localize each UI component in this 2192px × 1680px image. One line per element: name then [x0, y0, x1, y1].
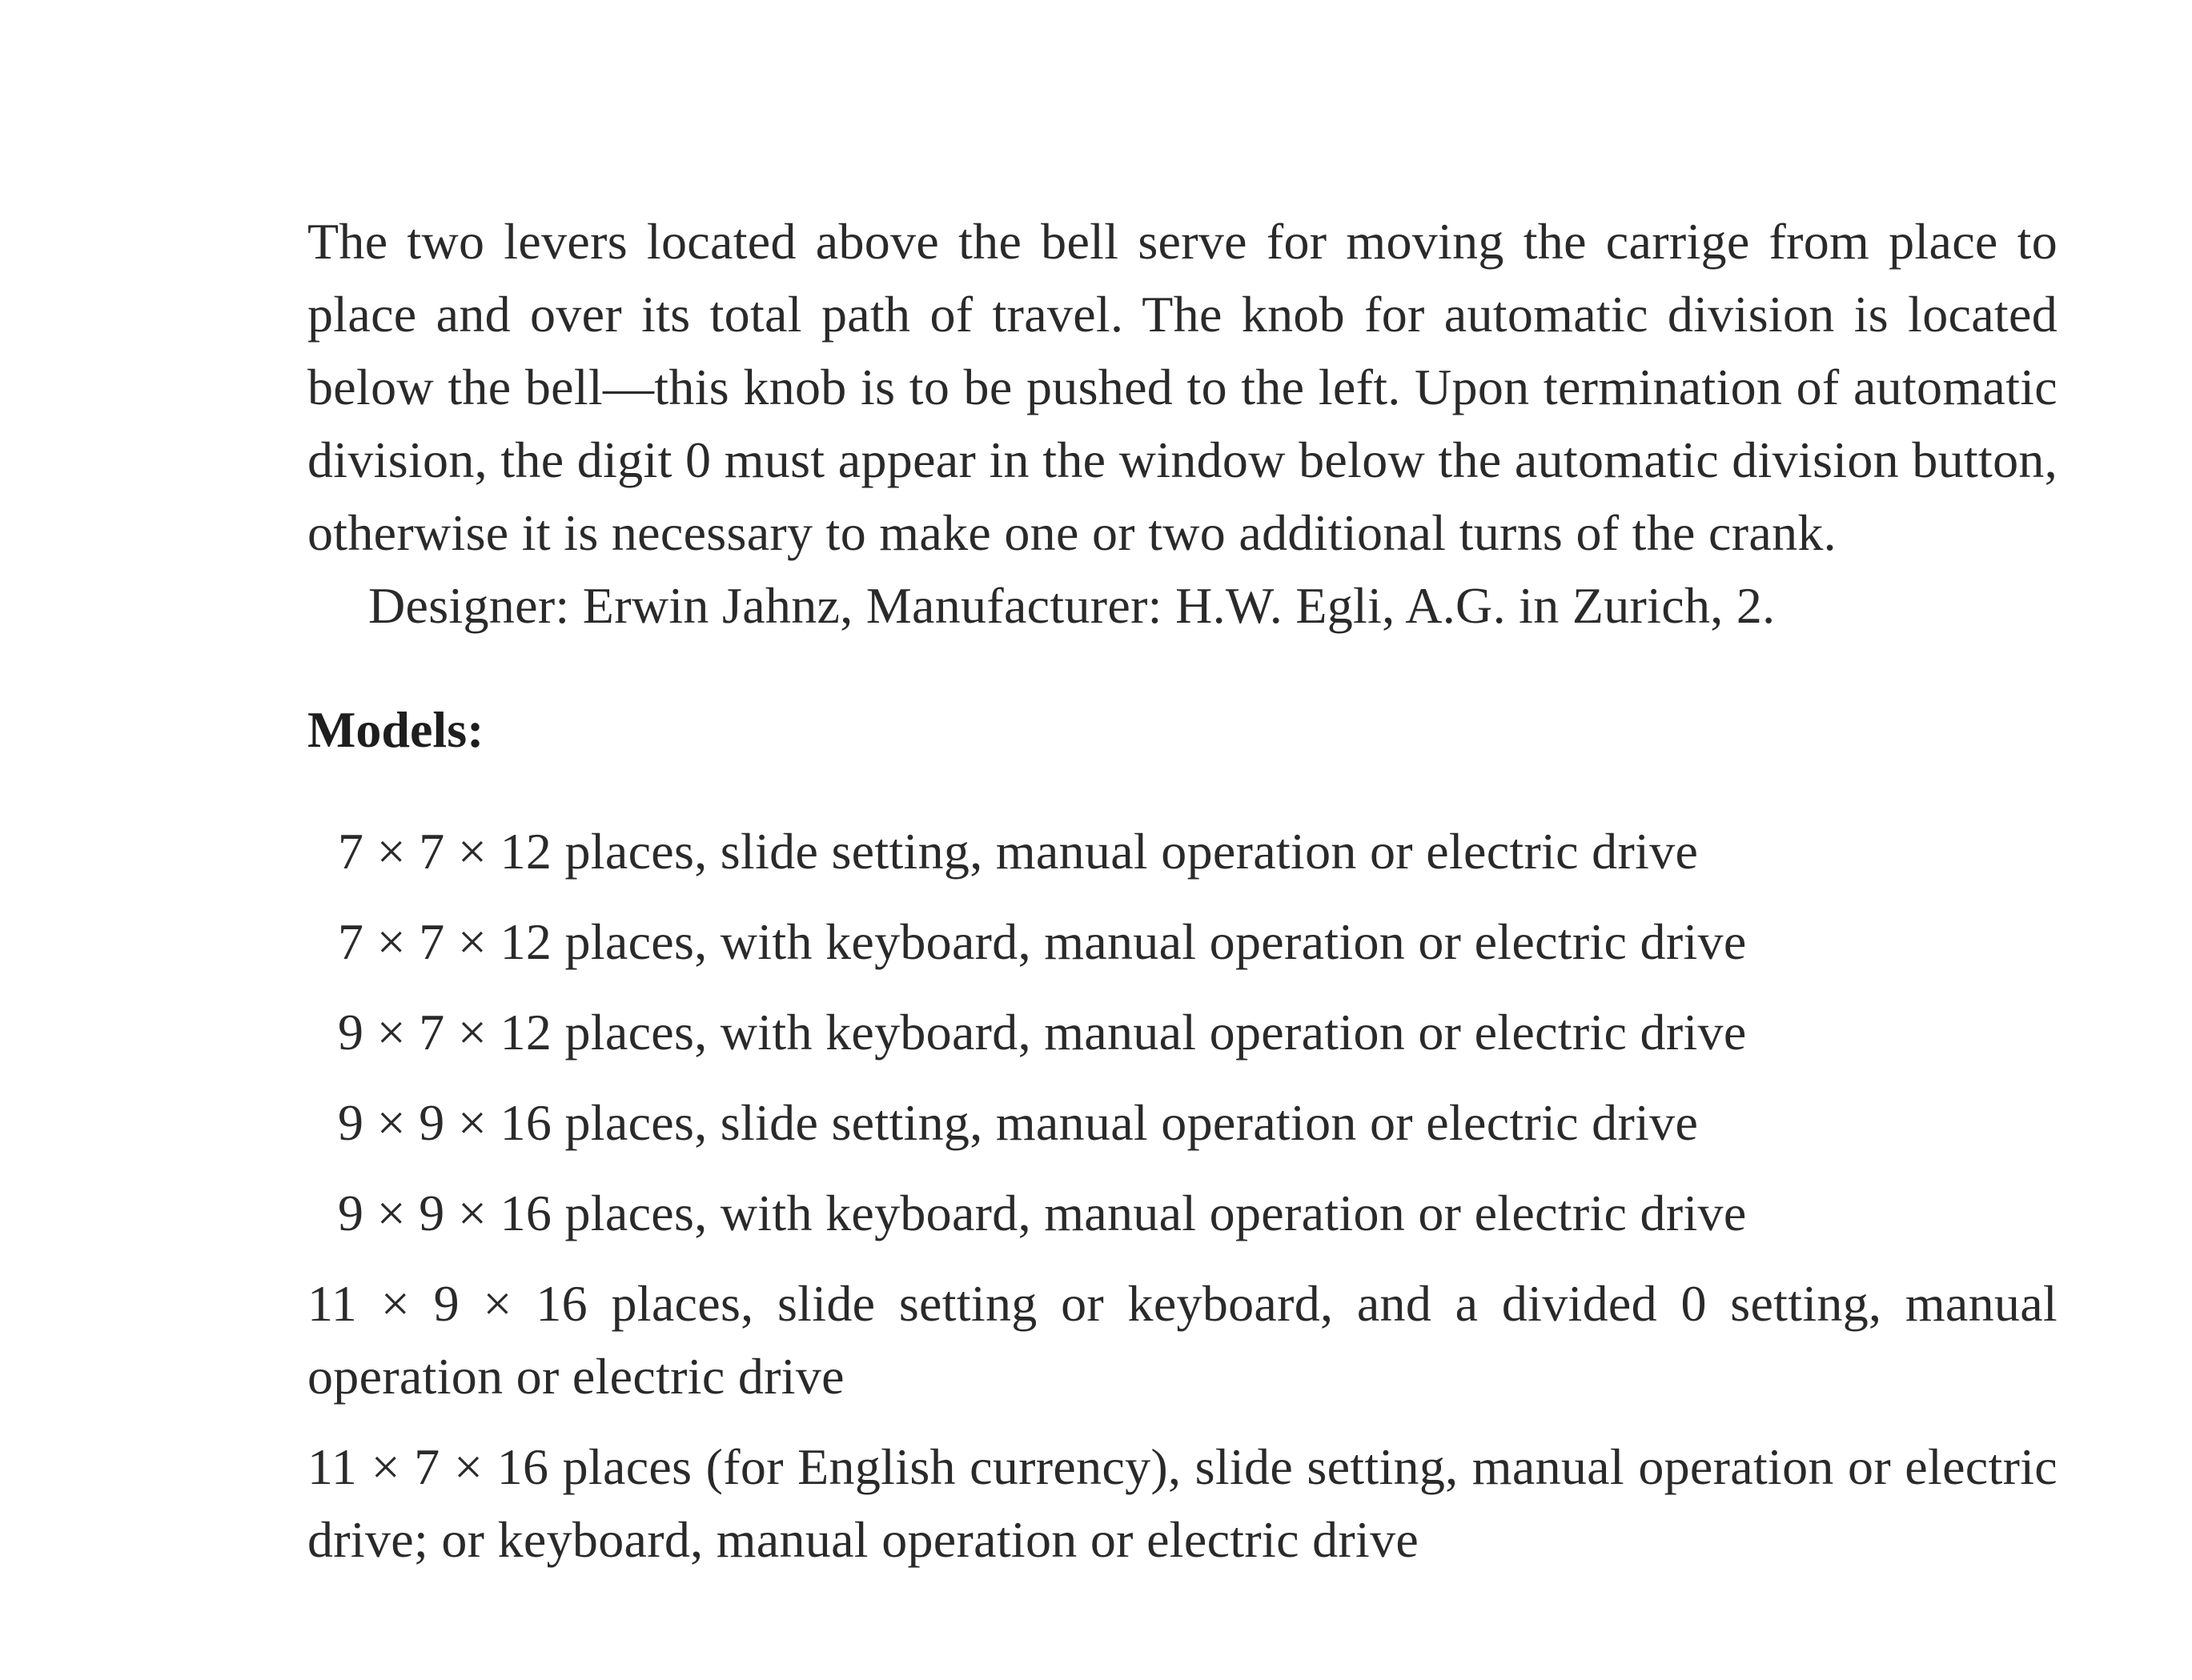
model-item: 9 × 7 × 12 places, with keyboard, manual operation or electric drive: [338, 1004, 1747, 1061]
model-item: 11 × 7 × 16 places (for English currency), slide setting, manual operation or electric drive; or keyboard, manual operation or electric drive: [307, 1438, 2058, 1568]
model-item: 11 × 9 × 16 places, slide setting or keyboard, and a divided 0 setting, manual operation or electric drive: [307, 1275, 2058, 1405]
models-list: [307, 815, 2058, 1576]
designer-line: Designer: Erwin Jahnz, Manufacturer: H.W. Egli, A.G. in Zurich, 2.: [368, 577, 1776, 634]
model-item: 9 × 9 × 16 places, with keyboard, manual operation or electric drive: [338, 1185, 1747, 1241]
model-item: 9 × 9 × 16 places, slide setting, manual operation or electric drive: [338, 1094, 1699, 1151]
document-page: [307, 205, 2058, 1594]
body-paragraph: The two levers located above the bell serve for moving the carrige from place to place and over its total path of travel. The knob for automatic division is located below the bell—this knob is to be pushed to the left. Upon termination of automatic division, the digit 0 must appear in the window below the automatic division button, otherwise it is necessary to make one or two additional turns of the crank.: [307, 213, 2058, 561]
model-item: 7 × 7 × 12 places, slide setting, manual operation or electric drive: [338, 823, 1699, 880]
models-heading: Models:: [307, 701, 484, 758]
model-item: 7 × 7 × 12 places, with keyboard, manual operation or electric drive: [338, 913, 1747, 970]
